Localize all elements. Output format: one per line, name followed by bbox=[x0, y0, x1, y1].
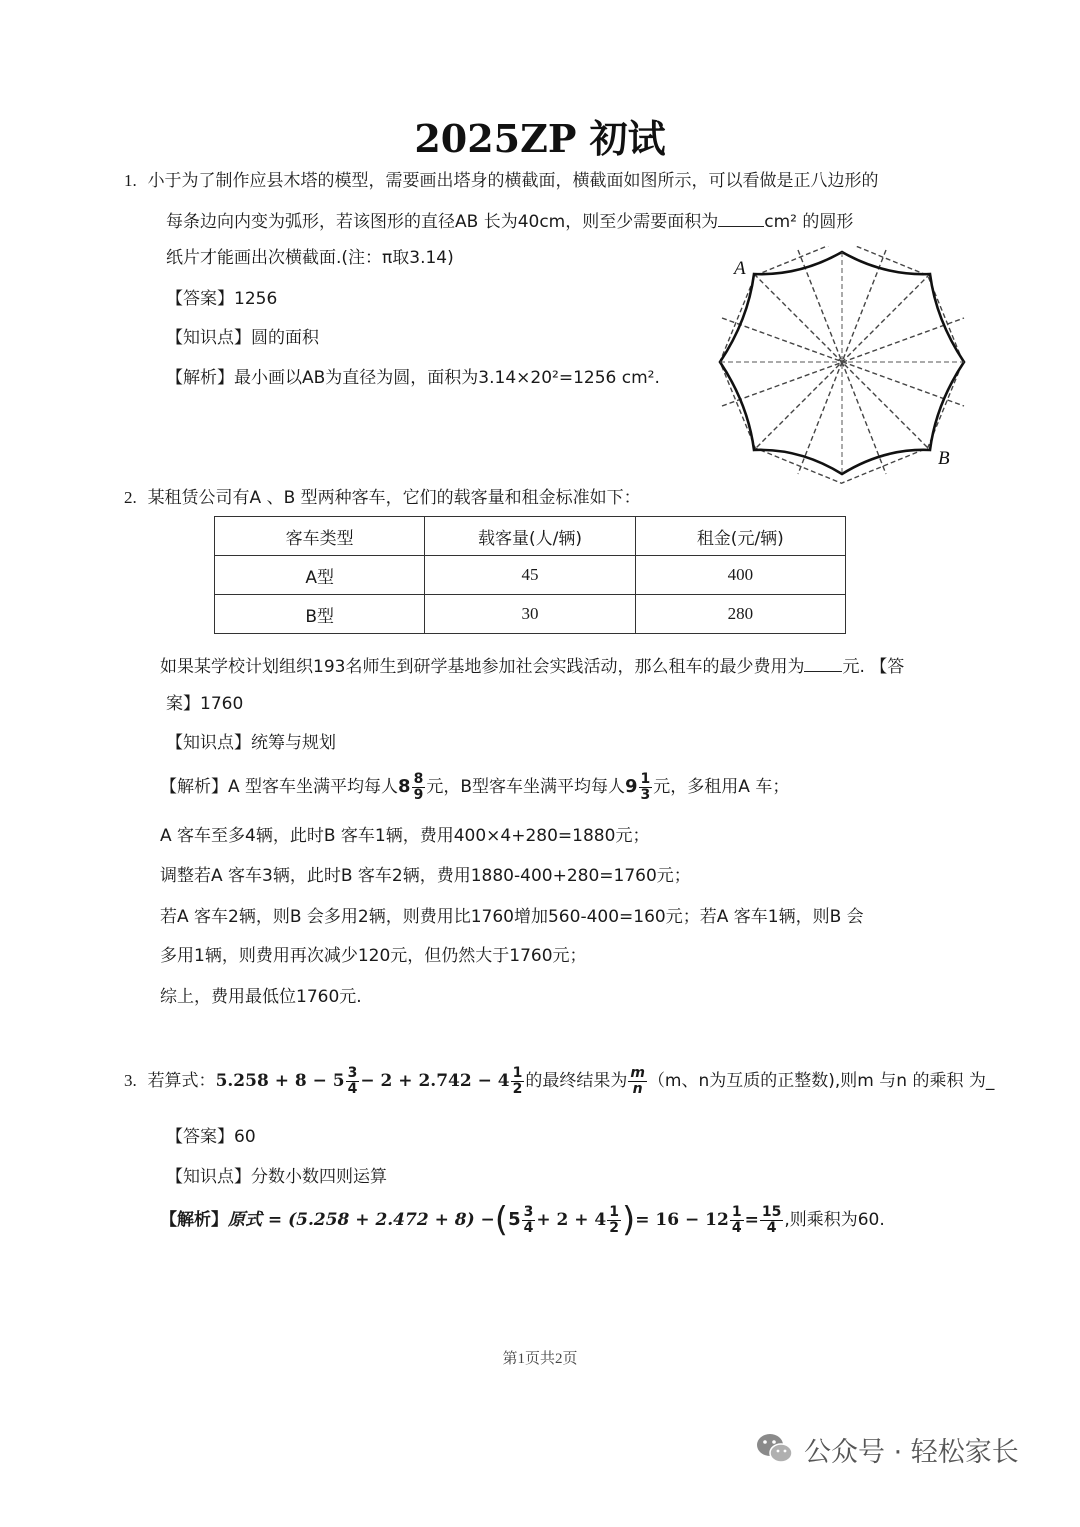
q3-analysis bbox=[160, 1196, 885, 1244]
q2-analysis-line: 多用1辆，则费用再次减少120元，但仍然大于1760元； bbox=[160, 946, 587, 966]
q3-number: 3. bbox=[124, 1071, 137, 1090]
mixed-whole: 9 bbox=[625, 776, 638, 797]
fraction bbox=[607, 1205, 621, 1236]
q2-intro: 某租赁公司有A 、B 型两种客车，它们的载客量和租金标准如下： bbox=[147, 488, 641, 508]
q1-answer: 【答案】1256 bbox=[166, 289, 278, 309]
table-row bbox=[215, 556, 846, 595]
q2-analysis-line: A 客车至多4辆，此时B 客车1辆，费用400×4+280=1880元； bbox=[160, 826, 650, 846]
watermark bbox=[754, 1428, 1019, 1470]
table-cell: A型 bbox=[215, 556, 425, 595]
q1-text-2b: cm² 的圆形 bbox=[764, 212, 854, 232]
table-row bbox=[215, 595, 846, 634]
q1-stem-line2 bbox=[166, 208, 853, 234]
denominator: 9 bbox=[413, 786, 424, 803]
q3-expr-a: 5.258 + 8 − 5 bbox=[215, 1071, 345, 1091]
q2-analysis-line: 若A 客车2辆，则B 会多用2辆，则费用比1760增加560-400=160元；若A 客车1辆，则B 会 bbox=[160, 907, 864, 927]
numerator: 8 bbox=[413, 770, 424, 787]
q3-knowledge: 【知识点】分数小数四则运算 bbox=[166, 1167, 387, 1187]
page-title: 2025ZP 初试 bbox=[414, 116, 666, 161]
watermark-text: 公众号 · 轻松家长 bbox=[804, 1436, 1019, 1468]
denominator: 4 bbox=[347, 1080, 358, 1097]
q3-analysis-b1: 原式 = (5.258 + 2.472 + 8) − bbox=[228, 1210, 495, 1230]
q3-mid: 的最终结果为 bbox=[525, 1071, 628, 1091]
q1-text-1: 小于为了制作应县木塔的模型，需要画出塔身的横截面，横截面如图所示，可以看做是正八边形的 bbox=[147, 171, 879, 191]
table-header-row bbox=[215, 517, 846, 556]
q3-stem bbox=[124, 1058, 994, 1104]
table-cell: 280 bbox=[635, 595, 845, 634]
numerator: 1 bbox=[609, 1203, 619, 1220]
q2-stem bbox=[124, 486, 641, 510]
q3-prefix: 若算式： bbox=[147, 1071, 216, 1091]
left-paren: ( bbox=[494, 1200, 509, 1240]
q3-analysis-label: 【解析】 bbox=[160, 1210, 228, 1230]
mixed-whole: 5 bbox=[508, 1209, 521, 1230]
q3-analysis-b3: + 2 + 4 bbox=[536, 1210, 607, 1230]
q3-analysis-end: ,则乘积为60. bbox=[784, 1210, 885, 1230]
fraction bbox=[511, 1066, 525, 1097]
q2-analysis-c: 元，多租用A 车； bbox=[653, 777, 790, 797]
q1-text-2a: 每条边向内变为弧形，若该图形的直径AB 长为40cm，则至少需要面积为 bbox=[166, 212, 719, 232]
answer-blank bbox=[718, 208, 764, 227]
q1-number: 1. bbox=[124, 171, 137, 190]
label-b: B bbox=[938, 448, 950, 469]
denominator: 4 bbox=[766, 1219, 777, 1236]
wechat-icon bbox=[754, 1428, 796, 1470]
table-cell: 400 bbox=[635, 556, 845, 595]
numerator: 15 bbox=[761, 1203, 782, 1220]
octagon-figure bbox=[714, 246, 974, 491]
table-header: 租金(元/辆) bbox=[635, 517, 845, 556]
denominator: 2 bbox=[512, 1080, 523, 1097]
q2-number: 2. bbox=[124, 488, 137, 507]
table-cell: B型 bbox=[215, 595, 425, 634]
numerator: m bbox=[630, 1064, 645, 1081]
q2-analysis-b: 元，B型客车坐满平均每人 bbox=[426, 777, 625, 797]
q2-analysis bbox=[160, 770, 789, 804]
q2-question-a: 如果某学校计划组织193名师生到研学基地参加社会实践活动，那么租车的最少费用为 bbox=[160, 657, 805, 677]
denominator: 4 bbox=[731, 1219, 742, 1236]
denominator: n bbox=[632, 1080, 643, 1097]
q1-analysis: 【解析】最小画以AB为直径为圆，面积为3.14×20²=1256 cm². bbox=[166, 368, 660, 388]
numerator: 1 bbox=[512, 1064, 523, 1081]
q1-knowledge: 【知识点】圆的面积 bbox=[166, 328, 319, 348]
fraction bbox=[628, 1066, 647, 1097]
denominator: 3 bbox=[640, 786, 651, 803]
q2-question bbox=[160, 653, 904, 679]
numerator: 1 bbox=[640, 770, 651, 787]
q2-knowledge: 【知识点】统筹与规划 bbox=[166, 733, 336, 753]
numerator: 3 bbox=[523, 1203, 534, 1220]
denominator: 4 bbox=[523, 1219, 534, 1236]
label-a: A bbox=[734, 258, 746, 279]
page-footer: 第1页共2页 bbox=[502, 1351, 578, 1367]
q3-analysis-b4: = 16 − 12 bbox=[635, 1210, 729, 1230]
table-cell: 30 bbox=[425, 595, 635, 634]
mixed-whole: 8 bbox=[398, 776, 411, 797]
q2-analysis-line: 调整若A 客车3辆，此时B 客车2辆，费用1880-400+280=1760元； bbox=[160, 866, 691, 886]
answer-blank bbox=[804, 653, 842, 672]
fraction bbox=[522, 1205, 536, 1236]
q3-tail: （m、n为互质的正整数),则m 与n 的乘积 为_ bbox=[647, 1071, 995, 1091]
table-header: 载客量(人/辆) bbox=[425, 517, 635, 556]
table-header: 客车类型 bbox=[215, 517, 425, 556]
right-paren: ) bbox=[622, 1200, 636, 1240]
numerator: 3 bbox=[347, 1064, 358, 1081]
q1-stem-line1 bbox=[124, 169, 879, 193]
denominator: 2 bbox=[609, 1219, 619, 1236]
q3-expr-b: − 2 + 2.742 − 4 bbox=[360, 1071, 510, 1091]
q2-answer: 案】1760 bbox=[166, 694, 244, 714]
q2-analysis-a: 【解析】A 型客车坐满平均每人 bbox=[160, 777, 399, 797]
fraction bbox=[730, 1205, 744, 1236]
fraction bbox=[412, 772, 426, 803]
numerator: 1 bbox=[731, 1203, 742, 1220]
q2-question-b: 元. 【答 bbox=[842, 657, 905, 677]
fraction bbox=[760, 1205, 783, 1236]
q2-analysis-line: 综上，费用最低位1760元. bbox=[160, 987, 362, 1007]
q3-analysis-b5: = bbox=[744, 1210, 759, 1230]
q1-text-3: 纸片才能画出次横截面.(注：π取3.14) bbox=[166, 248, 454, 268]
rental-table bbox=[214, 516, 846, 634]
fraction bbox=[639, 772, 653, 803]
q3-answer: 【答案】60 bbox=[166, 1127, 256, 1147]
table-cell: 45 bbox=[425, 556, 635, 595]
fraction bbox=[346, 1066, 360, 1097]
